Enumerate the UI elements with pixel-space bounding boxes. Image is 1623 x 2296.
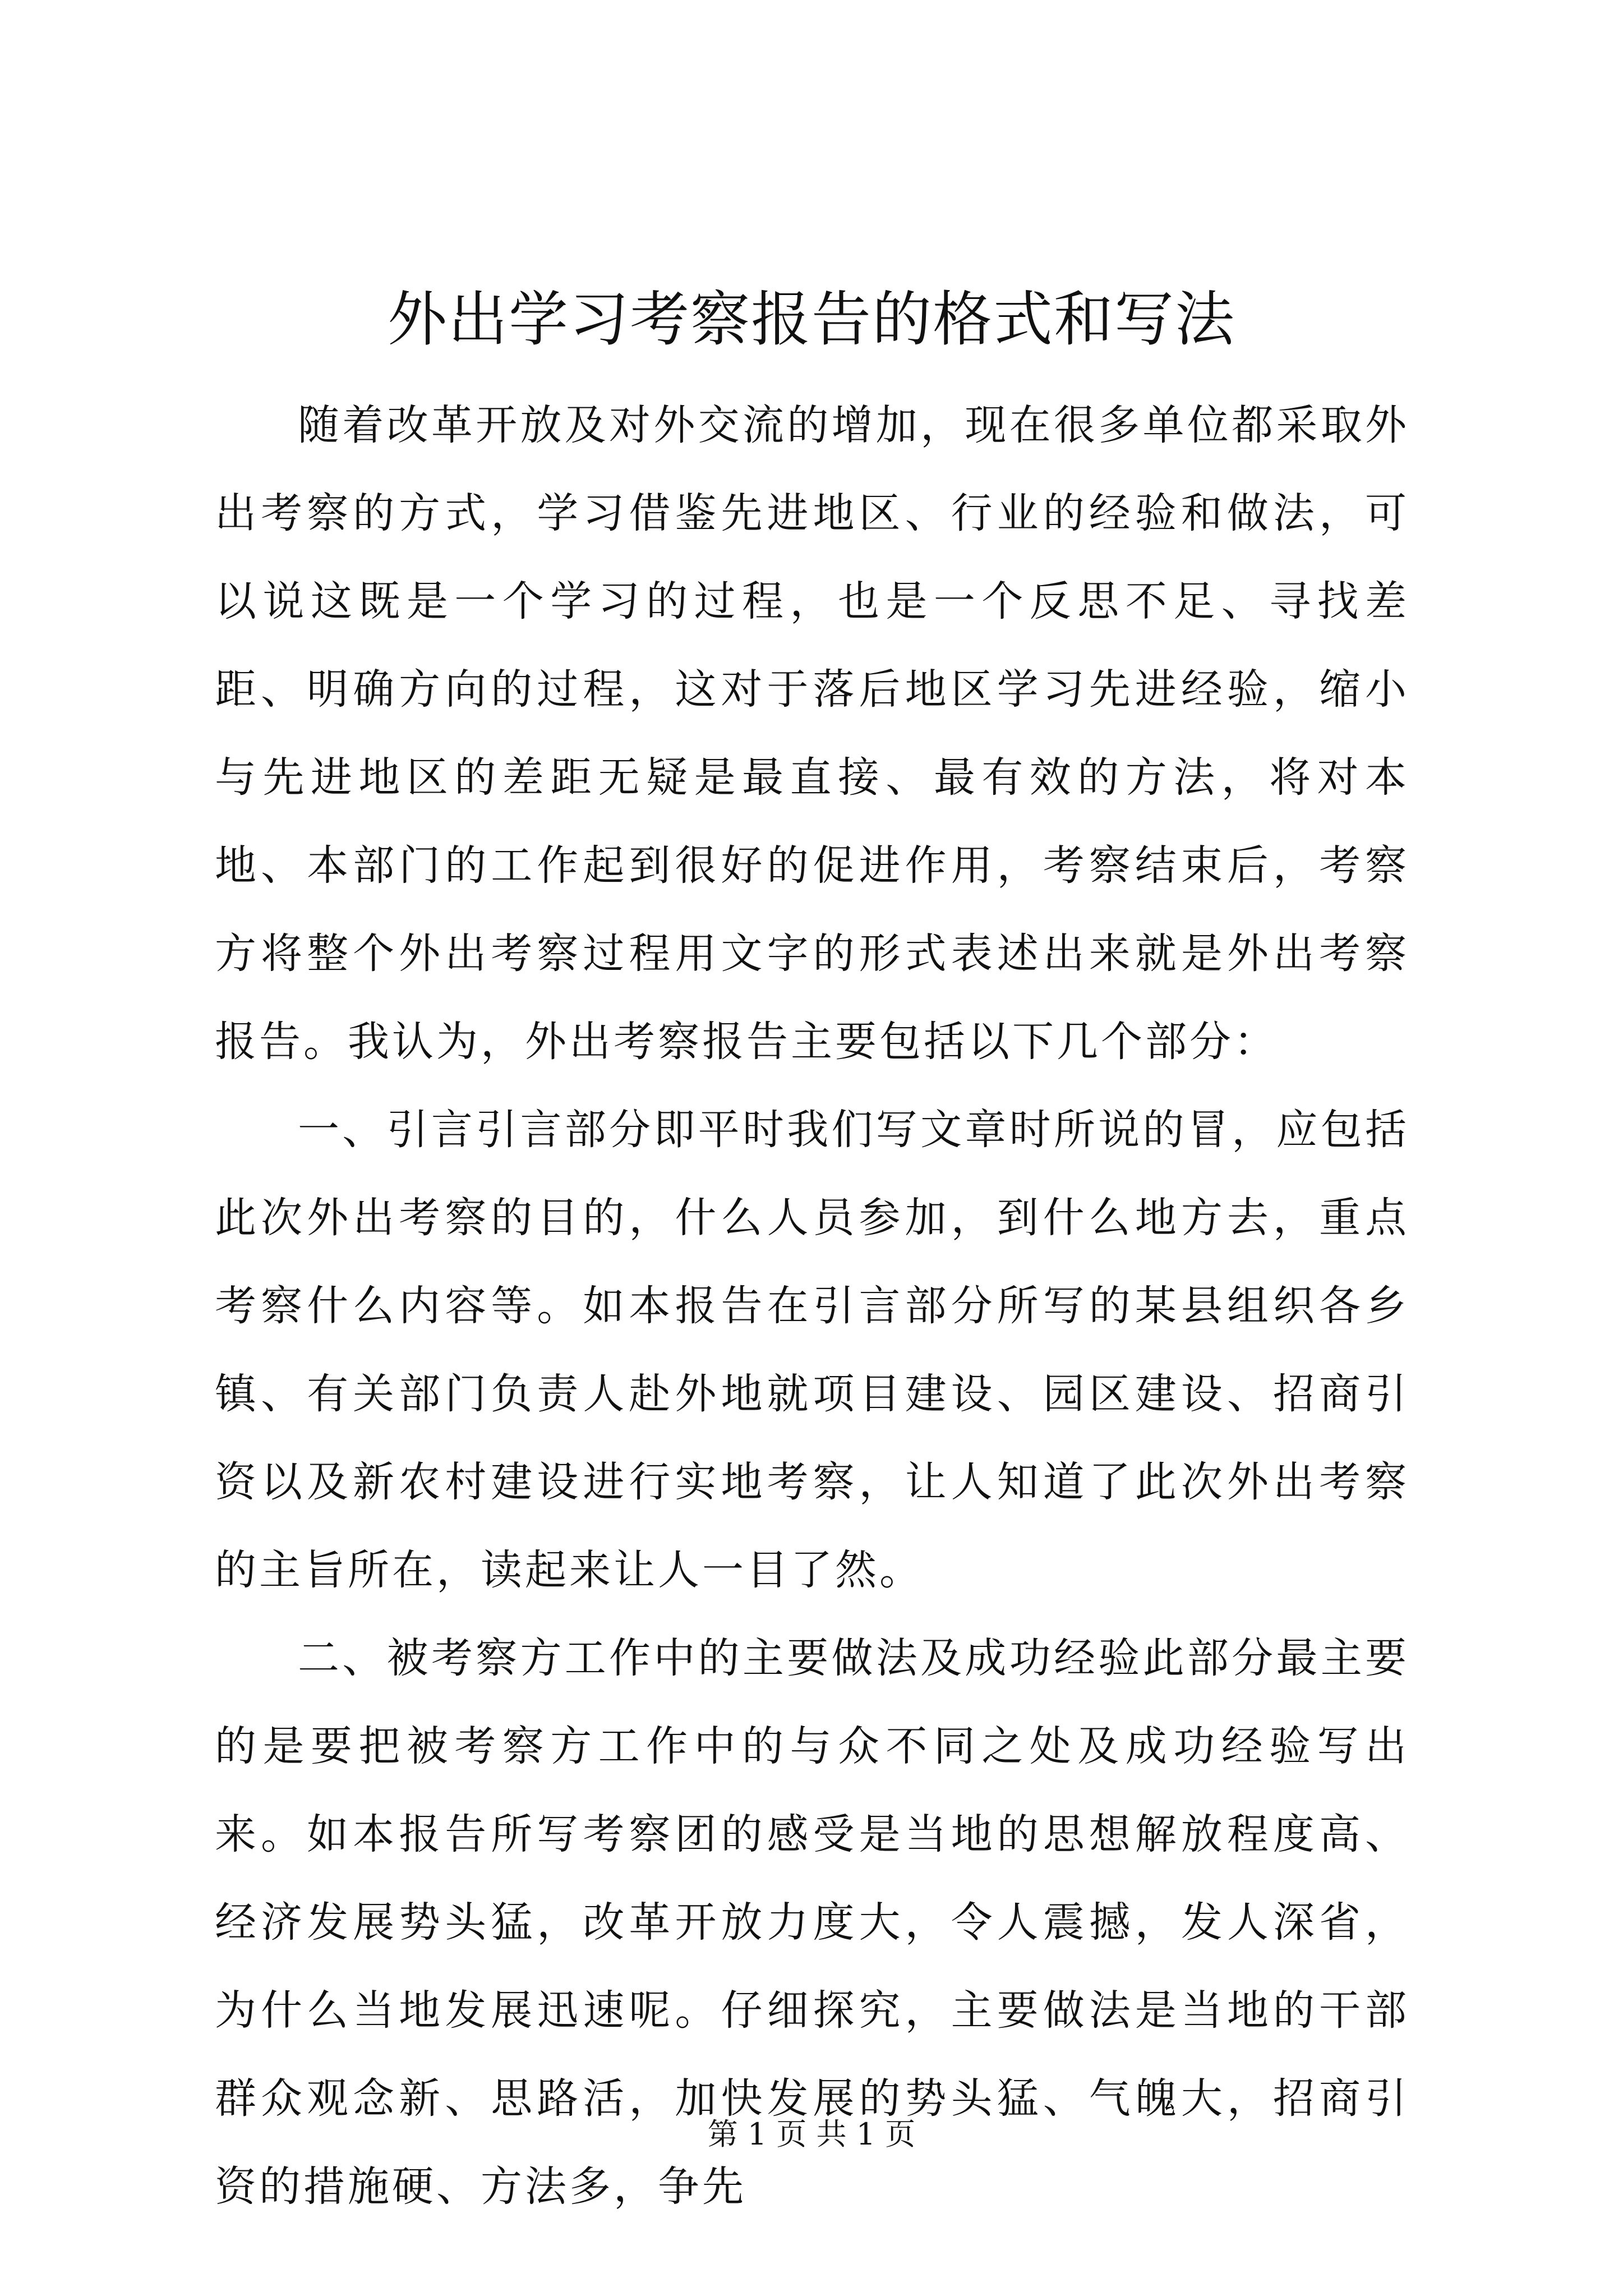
paragraph-section-2: 二、被考察方工作中的主要做法及成功经验此部分最主要的是要把被考察方工作中的与众不同之处及成功经验写出来。如本报告所写考察团的感受是当地的思想解放程度高、经济发展势头猛，改革开放力度大，令人震撼，发人深省，为什么当地发展迅速呢。仔细探究，主要做法是当地的干部群众观念新、思路活，加快发展的势头猛、气魄大，招商引资的措施硬、方法多，争先 [215,1634,1409,2211]
document-body [215,381,1409,2231]
document-title: 外出学习考察报告的格式和写法 [388,285,1235,354]
paragraph-section-1: 一、引言引言部分即平时我们写文章时所说的冒，应包括此次外出考察的目的，什么人员参加，到什么地方去，重点考察什么内容等。如本报告在引言部分所写的某县组织各乡镇、有关部门负责人赴外地就项目建设、园区建设、招商引资以及新农村建设进行实地考察，让人知道了此次外出考察的主旨所在，读起来让人一目了然。 [215,1106,1409,1594]
page-footer: 第 1 页 共 1 页 [707,2116,916,2152]
paragraph-intro: 随着改革开放及对外交流的增加，现在很多单位都采取外出考察的方式，学习借鉴先进地区、行业的经验和做法，可以说这既是一个学习的过程，也是一个反思不足、寻找差距、明确方向的过程，这对于落后地区学习先进经验，缩小与先进地区的差距无疑是最直接、最有效的方法，将对本地、本部门的工作起到很好的促进作用，考察结束后，考察方将整个外出考察过程用文字的形式表述出来就是外出考察报告。我认为，外出考察报告主要包括以下几个部分： [215,401,1409,1066]
